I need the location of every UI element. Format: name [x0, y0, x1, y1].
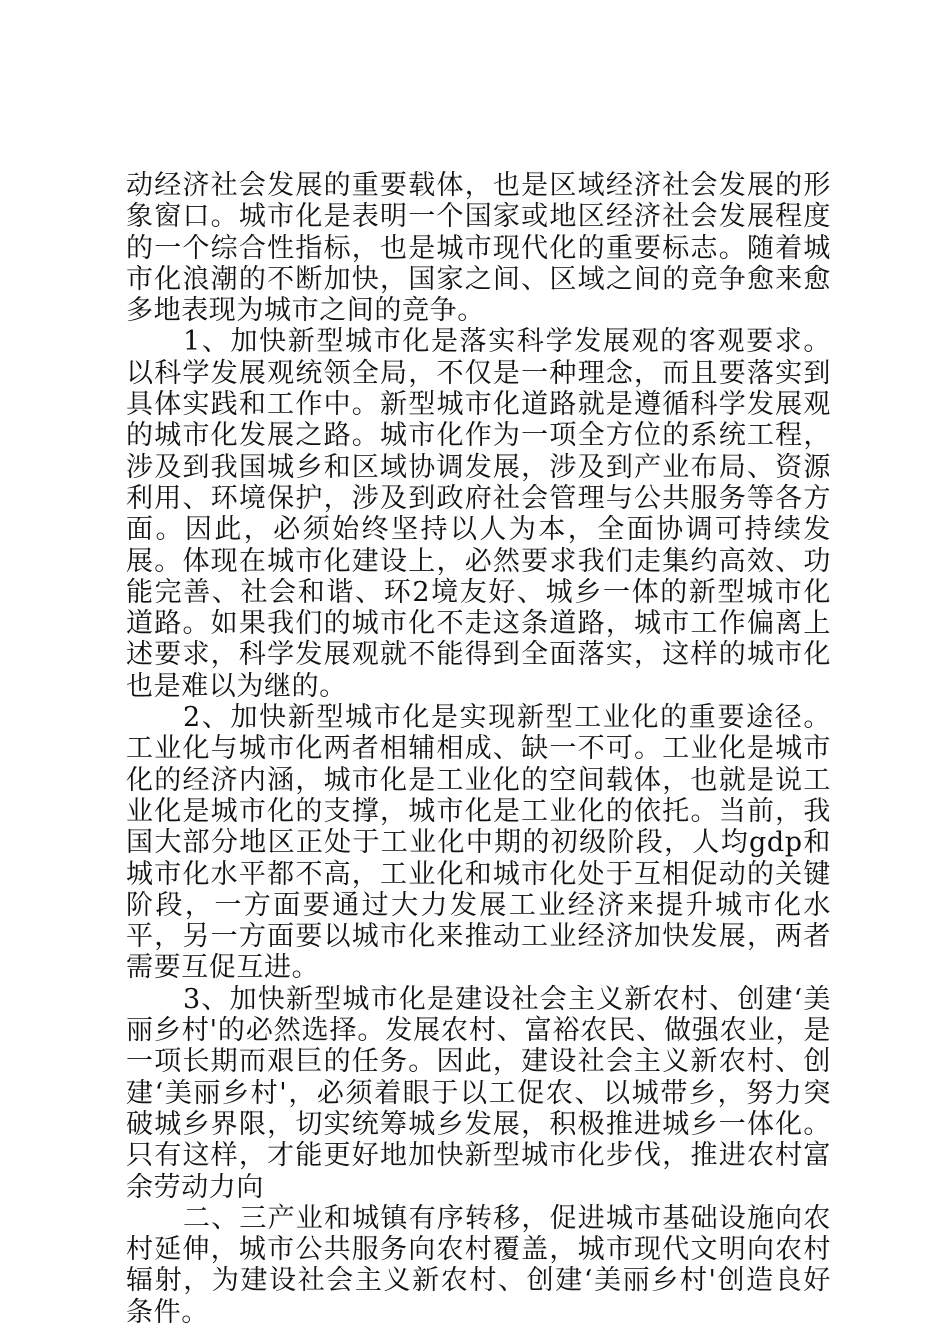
paragraph-intro-continuation: 动经济社会发展的重要载体，也是区域经济社会发展的形象窗口。城市化是表明一个国家或地区经济社会发展程度的一个综合性指标，也是城市现代化的重要标志。随着城市化浪潮的不断加快，国家之间、区域之间的竞争愈来愈多地表现为城市之间的竞争。 — [126, 170, 831, 327]
paragraph-point-1: 1、加快新型城市化是落实科学发展观的客观要求。以科学发展观统领全局，不仅是一种理念，而且要落实到具体实践和工作中。新型城市化道路就是遵循科学发展观的城市化发展之路。城市化作为一项全方位的系统工程，涉及到我国城乡和区域协调发展，涉及到产业布局、资源利用、环境保护，涉及到政府社会管理与公共服务等各方面。因此，必须始终坚持以人为本，全面协调可持续发展。体现在城市化建设上，必然要求我们走集约高效、功能完善、社会和谐、环2境友好、城乡一体的新型城市化道路。如果我们的城市化不走这条道路，城市工作偏离上述要求，科学发展观就不能得到全面落实，这样的城市化也是难以为继的。 — [126, 326, 831, 702]
paragraph-point-2: 2、加快新型城市化是实现新型工业化的重要途径。工业化与城市化两者相辅相成、缺一不可。工业化是城市化的经济内涵，城市化是工业化的空间载体，也就是说工业化是城市化的支撑，城市化是工业化的依托。当前，我国大部分地区正处于工业化中期的初级阶段，人均gdp和城市化水平都不高，工业化和城市化处于互相促动的关键阶段，一方面要通过大力发展工业经济来提升城市化水平，另一方面要以城市化来推动工业经济加快发展，两者需要互促互进。 — [126, 702, 831, 984]
document-body — [126, 170, 831, 1328]
paragraph-point-3: 3、加快新型城市化是建设社会主义新农村、创建‘美丽乡村'的必然选择。发展农村、富裕农民、做强农业，是一项长期而艰巨的任务。因此，建设社会主义新农村、创建‘美丽乡村'，必须着眼于以工促农、以城带乡，努力突破城乡界限，切实统筹城乡发展，积极推进城乡一体化。只有这样，才能更好地加快新型城市化步伐，推进农村富余劳动力向 — [126, 983, 831, 1203]
paragraph-point-3-continuation: 二、三产业和城镇有序转移，促进城市基础设施向农村延伸，城市公共服务向农村覆盖，城市现代文明向农村辐射，为建设社会主义新农村、创建‘美丽乡村'创造良好条件。 — [126, 1202, 831, 1328]
